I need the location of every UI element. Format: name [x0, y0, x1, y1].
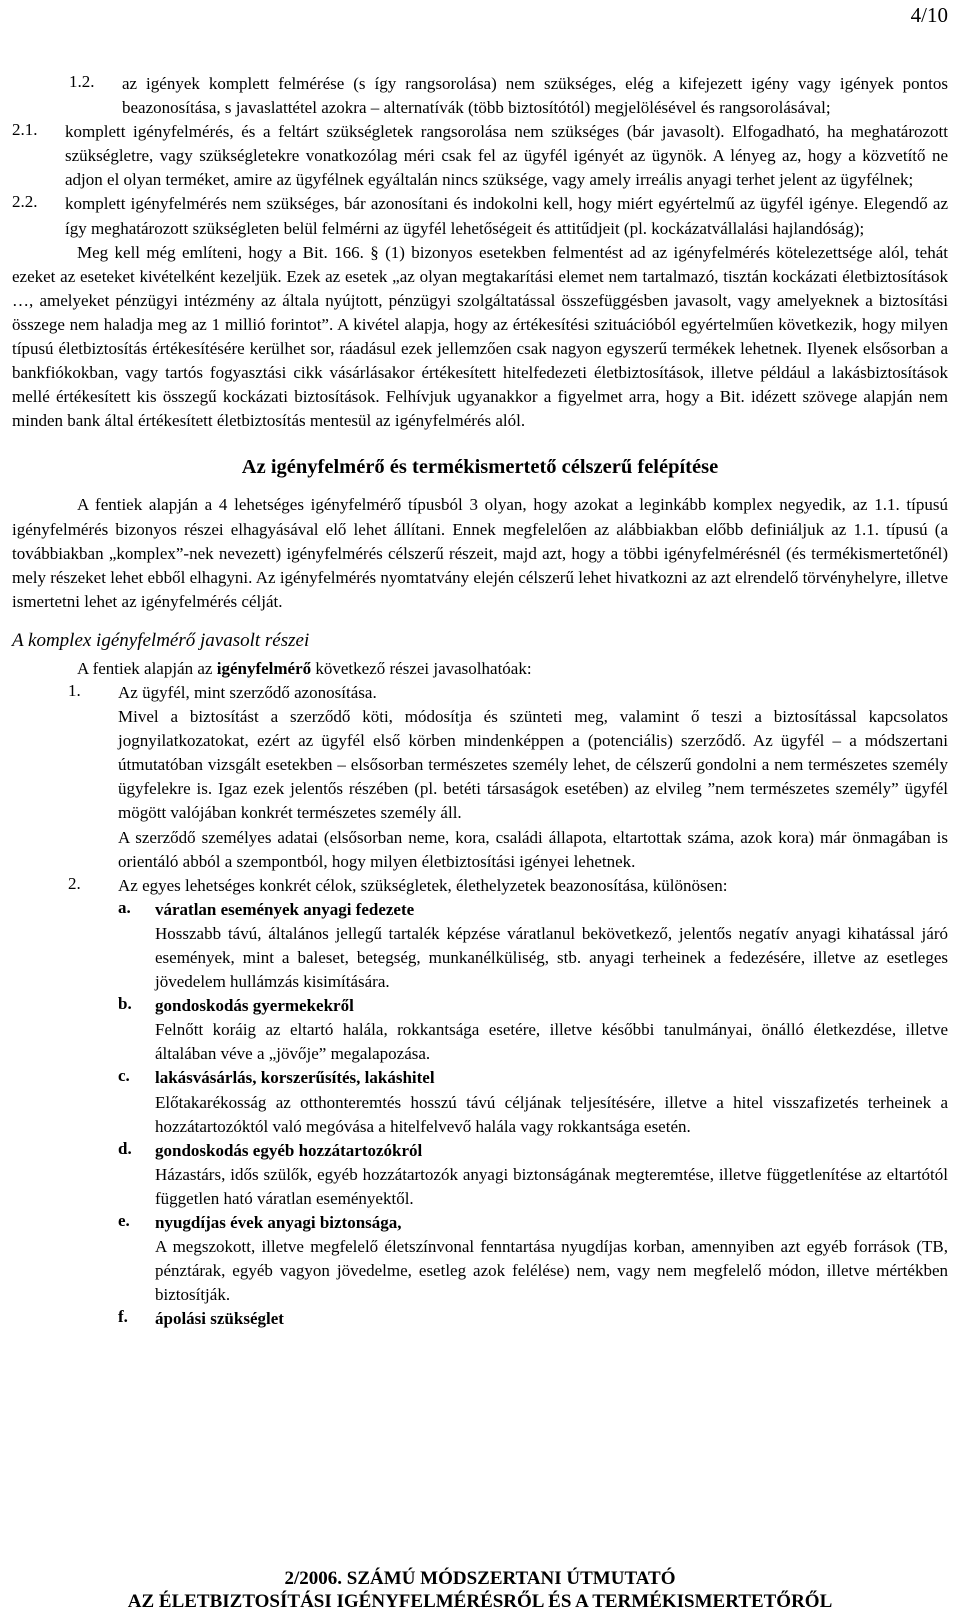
lettered-item-d: [12, 1139, 948, 1211]
list-number: 1.: [68, 680, 81, 700]
footer-line-1: 2/2006. SZÁMÚ MÓDSZERTANI ÚTMUTATÓ: [284, 1568, 676, 1589]
lettered-heading: ápolási szükséglet: [155, 1309, 284, 1329]
list-letter: e.: [118, 1211, 130, 1231]
list-letter: b.: [118, 994, 132, 1014]
lettered-heading: gondoskodás gyermekekről: [155, 996, 354, 1016]
list-text: komplett igényfelmérés nem szükséges, bár azonosítani és indokolni kell, hogy miért egyértelmű az ügyfél igénye. Elegendő az így meghatározott szükségleten belül felmérni az ügyfél lehetőségeit és attitűdjeit (pl. kockázatvállalási hajlandóság);: [65, 194, 948, 238]
list-letter: d.: [118, 1138, 132, 1158]
lettered-heading: váratlan események anyagi fedezete: [155, 899, 415, 919]
page-number: 4/10: [910, 3, 948, 27]
list-item-2-1: [12, 120, 948, 192]
lettered-heading: nyugdíjas évek anyagi biztonsága,: [155, 1213, 402, 1233]
list-text: komplett igényfelmérés, és a feltárt szükségletek rangsorolása nem szükséges (bár javasolt). Elfogadható, ha meghatározott szükségletre, vagy szükségletekre vonatkozólag méri csak fel az ügyfél igényét az ügynök. A lényeg az, hogy a közvetítő ne adjon el olyan terméket, amire az ügyfélnek egyáltalán nincs szüksége, vagy amely irreális anyagi terhet jelent az ügyfélnek;: [65, 122, 948, 190]
lead-bold-text: igényfelmérő: [216, 658, 312, 678]
lead-text-end: következő részei javasolhatóak:: [311, 658, 532, 678]
lettered-item-a: [12, 898, 948, 994]
list-number: 2.1.: [12, 120, 38, 140]
subsection-heading: A komplex igényfelmérő javasolt részei: [12, 629, 310, 651]
list-number: 1.2.: [69, 72, 95, 91]
lettered-item-e: [12, 1211, 948, 1307]
lead-text: A fentiek alapján az: [77, 658, 217, 678]
lettered-heading: gondoskodás egyéb hozzátartozókról: [155, 1140, 423, 1160]
footer-line-2: AZ ÉLETBIZTOSÍTÁSI IGÉNYFELMÉRÉSRŐL ÉS A TERMÉKISMERTETŐRŐL: [127, 1591, 833, 1612]
lettered-body: Felnőtt koráig az eltartó halála, rokkantsága esetére, illetve későbbi tanulmányai, önálló életkezdése, illetve általában véve a „jövője” megalapozása.: [155, 1020, 948, 1064]
list-letter: a.: [118, 897, 131, 917]
section-heading: Az igényfelmérő és termékismertető célszerű felépítése: [241, 456, 719, 479]
numbered-title: Az egyes lehetséges konkrét célok, szükségletek, élethelyzetek beazonosítása, különösen:: [118, 875, 728, 895]
list-item-1-2: [12, 72, 948, 120]
numbered-title: Az ügyfél, mint szerződő azonosítása.: [118, 682, 377, 702]
list-letter: c.: [118, 1066, 130, 1086]
page-footer: [0, 1567, 960, 1613]
bit-exception-paragraph: Meg kell még említeni, hogy a Bit. 166. § (1) bizonyos esetekben felmentést ad az igényfelmérés kötelezettsége alól, tehát ezeket az eseteket kivételként kezeljük. Ezek az esetek „az olyan megtakarítási elemet nem tartalmazó, tisztán kockázati életbiztosítások …, amelyeket pénzügyi intézmény az általa nyújtott, pénzügyi szolgáltatással összefüggésben javasolt, vagy amelyeknek a biztosítási összege nem haladja meg az 1 millió forintot”. A kivétel alapja, hogy az értékesítési szituációból egyértelműen következik, hogy milyen típusú életbiztosítás értékesítésére kerülhet sor, ráadásul ezek jellemzően csak nagyon egyszerű termékek lehetnek. Ilyenek elsősorban a bankfiókokban, vagy tartós fogyasztási cikk vásárlásakor értékesített hitelfedezeti életbiztosítások, illetve például a lakásbiztosítások mellé értékesített kis összegű kockázati biztosítások. Felhívjuk ugyanakkor a figyelmet arra, hogy a Bit. idézett szövege alapján nem minden bank által értékesített életbiztosítás mentesül az igényfelmérés alól.: [12, 242, 948, 431]
numbered-paragraph: A szerződő személyes adatai (elsősorban neme, kora, családi állapota, eltartottak száma, azok kora) már önmagában is orientáló abból a szempontból, hogy milyen életbiztosítási igényei lehetnek.: [118, 827, 948, 871]
lead-sentence: [12, 657, 948, 681]
numbered-paragraph: Mivel a biztosítást a szerződő köti, módosítja és szünteti meg, valamint ő teszi a biztosítással kapcsolatos jognyilatkozatokat, ezért az ügyfél első körben mindenképpen a (potenciális) szerződő. Az ügyfél – a módszertani útmutatóban vizsgált esetekben – elsősorban természetes személy lehet, de célszerű gondolni a nem természetes személy ügyfelekre is. Igaz ezek jelentős részében (pl. betéti társaságok esetében) az elvileg ”nem természetes személy” ügyfél mögött valójában konkrét természetes személy áll.: [118, 707, 948, 823]
lettered-body: Előtakarékosság az otthonteremtés hosszú távú céljának teljesítésére, illetve a hitel visszafizetés terheinek a hozzátartozóktól való megóvása a hitelfelvevő halála vagy rokkantsága esetén.: [155, 1092, 948, 1136]
lettered-body: A megszokott, illetve megfelelő életszínvonal fenntartása nyugdíjas korban, amennyiben azt egyéb források (TB, pénztárak, egyéb vagyon jövedelme, esetleg azok felélése) nem, vagy nem megfelelő módon, illetve mértékben biztosítják.: [155, 1237, 948, 1305]
numbered-item-1: [12, 681, 948, 874]
lettered-body: Hosszabb távú, általános jellegű tartalék képzése váratlanul bekövetkező, jelentős negatív anyagi kihatással járó események, mint a baleset, betegség, munkanélküliség, stb. anyagi terheinek a fedezésére, illetve az esetleges jövedelem hullámzás kisimítására.: [155, 923, 948, 992]
section-paragraph: A fentiek alapján a 4 lehetséges igényfelmérő típusból 3 olyan, hogy azokat a leginkább komplex negyedik, az 1.1. típusú igényfelmérés bizonyos részei elhagyásával elő lehet állítani. Ennek megfelelően az alábbiakban előbb definiáljuk az 1.1. típusú (a továbbiakban „komplex”-nek nevezett) igényfelmérés célszerű részeit, majd azt, hogy a többi igényfelmérésnél (és termékismertetőnél) mely részeket lehet ebből elhagyni. Az igényfelmérés nyomtatvány elején célszerű lehet hivatkozni az azt elrendelő törvényhelyre, illetve ismertetni lehet az igényfelmérés célját.: [12, 495, 948, 611]
list-number: 2.: [68, 873, 81, 893]
list-number: 2.2.: [12, 192, 38, 212]
lettered-item-b: [12, 994, 948, 1066]
list-item-2-2: [12, 192, 948, 240]
list-letter: f.: [118, 1307, 128, 1327]
numbered-item-2: [12, 874, 948, 898]
lettered-item-c: [12, 1066, 948, 1138]
lettered-item-f: [12, 1307, 948, 1331]
lettered-body: Házastárs, idős szülők, egyéb hozzátartozók anyagi biztonságának megteremtése, illetve függetlenítése az eltartótól független ható váratlan eseményektől.: [155, 1164, 948, 1208]
list-text: az igények komplett felmérése (s így rangsorolása) nem szükséges, elég a kifejezett igény vagy igények pontos beazonosítása, s javaslattétel azokra – alternatívák (több biztosítótól) megjelölésével és rangsorolásával;: [122, 74, 948, 118]
lettered-heading: lakásvásárlás, korszerűsítés, lakáshitel: [155, 1068, 435, 1088]
document-body: [12, 72, 948, 1332]
